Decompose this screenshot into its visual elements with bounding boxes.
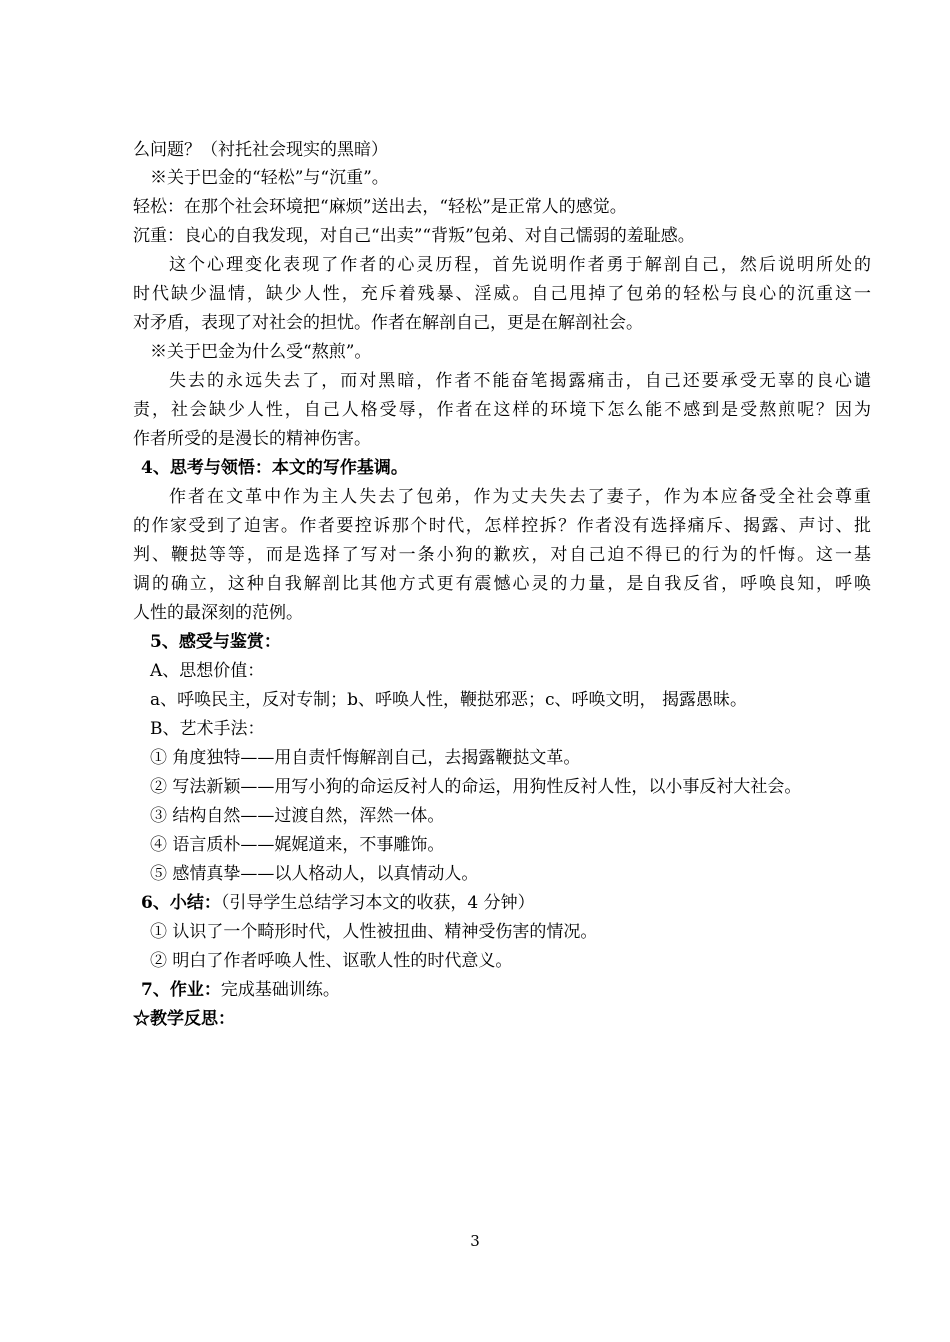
- reflection-heading: ☆教学反思：: [133, 1009, 235, 1029]
- paragraph-line: 失去的永远失去了，而对黑暗，作者不能奋笔揭露痛击，自己还要承受无辜的良心谴: [169, 371, 871, 391]
- section-note: ※关于巴金为什么受“熬煎”。: [150, 342, 372, 362]
- paragraph-line: 的作家受到了迫害。作者要控诉那个时代，怎样控拆？作者没有选择痛斥、揭露、声讨、批: [133, 516, 871, 536]
- paragraph-line: 时代缺少温情，缺少人性，充斥着残暴、淫威。自己甩掉了包弟的轻松与良心的沉重这一: [133, 284, 871, 304]
- paragraph-line: 责，社会缺少人性，自己人格受辱，作者在这样的环境下怎么能不感到是受熬煎呢？因为: [133, 400, 871, 420]
- summary-line: [141, 891, 535, 915]
- page-number: 3: [470, 1232, 480, 1250]
- list-item: B、艺术手法：: [150, 719, 265, 739]
- text-line: 沉重：良心的自我发现，对自己“出卖”“背叛”包弟、对自己懦弱的羞耻感。: [133, 226, 695, 246]
- homework-line: [141, 978, 340, 1002]
- list-item: A、思想价值：: [150, 661, 265, 681]
- paragraph-line: 这个心理变化表现了作者的心灵历程，首先说明作者勇于解剖自己，然后说明所处的: [169, 255, 871, 275]
- paragraph-line: 判、鞭挞等等，而是选择了写对一条小狗的歉疚，对自己迫不得已的行为的忏悔。这一基: [133, 545, 871, 565]
- text-line: 轻松：在那个社会环境把“麻烦”送出去，“轻松”是正常人的感觉。: [133, 197, 627, 217]
- list-item: ③ 结构自然——过渡自然，浑然一体。: [150, 806, 445, 826]
- list-item: ① 角度独特——用自责忏悔解剖自己，去揭露鞭挞文革。: [150, 748, 581, 768]
- paragraph-line: 作者在文革中作为主人失去了包弟，作为丈夫失去了妻子，作为本应备受全社会尊重: [169, 487, 871, 507]
- paragraph-line: 对矛盾，表现了对社会的担忧。作者在解剖自己，更是在解剖社会。: [133, 313, 643, 333]
- paragraph-line: 调的确立，这种自我解剖比其他方式更有震憾心灵的力量，是自我反省，呼唤良知，呼唤: [133, 574, 871, 594]
- text-line: 么问题？（衬托社会现实的黑暗）: [133, 140, 388, 160]
- section-heading: 7、作业：: [141, 980, 221, 1000]
- section-heading: 6、小结：: [141, 893, 221, 913]
- list-item: ② 写法新颖——用写小狗的命运反衬人的命运，用狗性反衬人性，以小事反衬大社会。: [150, 777, 802, 797]
- paragraph-line: 作者所受的是漫长的精神伤害。: [133, 429, 371, 449]
- list-item: ① 认识了一个畸形时代，人性被扭曲、精神受伤害的情况。: [150, 922, 598, 942]
- text-span: （引导学生总结学习本文的收获，4 分钟）: [220, 893, 535, 913]
- list-item: ② 明白了作者呼唤人性、讴歌人性的时代意义。: [150, 951, 513, 971]
- list-item: ④ 语言质朴——娓娓道来，不事雕饰。: [150, 835, 445, 855]
- section-heading: 4、思考与领悟：本文的写作基调。: [141, 458, 408, 478]
- paragraph-line: 人性的最深刻的范例。: [133, 603, 303, 623]
- section-note: ※关于巴金的“轻松”与“沉重”。: [150, 168, 389, 188]
- text-span: 完成基础训练。: [220, 980, 340, 1000]
- list-item: ⑤ 感情真挚——以人格动人，以真情动人。: [150, 864, 479, 884]
- section-heading: 5、感受与鉴赏：: [150, 632, 281, 652]
- list-item: a、呼唤民主，反对专制；b、呼唤人性，鞭挞邪恶；c、呼唤文明， 揭露愚昧。: [150, 690, 747, 710]
